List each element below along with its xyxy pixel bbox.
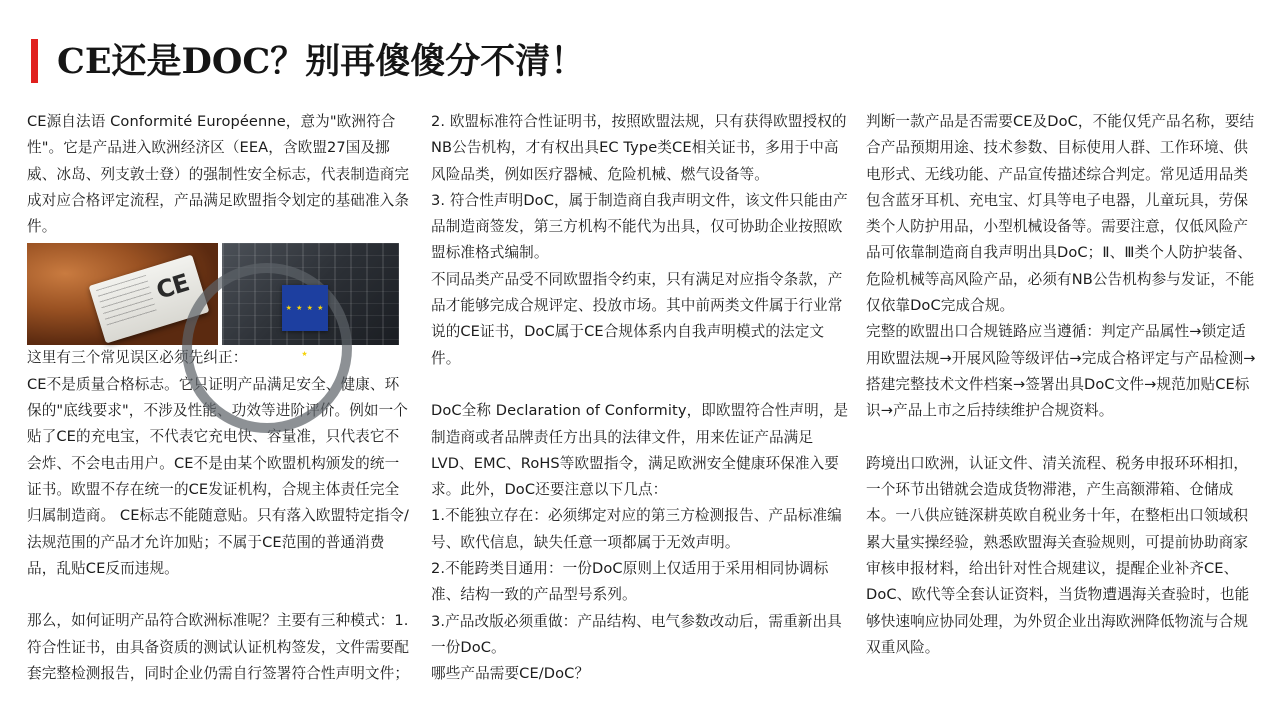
paragraph-ce-origin: CE源自法语 Conformité Européenne，意为"欧洲符合性"。它是产品进入欧洲经济区（EEA，含欧盟27国及挪威、冰岛、列支敦士登）的强制性安全标志，代表制造商完成对应合格评定流程，产品满足欧盟指令划定的基础准入条件。 [27,113,410,236]
title-accent-bar [31,39,38,83]
paragraph-eu-certificate: 2. 欧盟标准符合性证明书，按照欧盟法规，只有获得欧盟授权的NB公告机构，才有权出具EC Type类CE相关证书，多用于中高风险品类，例如医疗器械、危险机械、燃气设备等。 [431,113,847,183]
paragraph-question: 哪些产品需要CE/DoC？ [431,665,590,683]
column-middle [431,109,849,688]
paragraph-doc-definition: DoC全称 Declaration of Conformity，即欧盟符合性声明，是制造商或者品牌责任方出具的法律文件，用来佐证产品满足LVD、EMC、RoHS等欧盟指令，满足欧洲安全健康环保准入要求。此外，DoC还要注意以下几点： [431,402,849,499]
eu-stars-icon: ★ ★ ★ ★ ★ [285,304,325,359]
paragraph-proof-modes: 那么，如何证明产品符合欧洲标准呢？主要有三种模式：1.符合性证书，由具备资质的测试认证机构签发，文件需要配套完整检测报告，同时企业仍需自行签署符合性声明文件； [27,612,410,683]
paragraph-doc-declaration: 3. 符合性声明DoC，属于制造商自我声明文件，该文件只能由产品制造商签发，第三方机构不能代为出具，仅可协助企业按照欧盟标准格式编制。 [431,191,848,262]
eu-flag-icon [282,285,328,359]
paragraph-misconceptions-intro: 这里有三个常见误区必须先纠正： [27,349,248,367]
ce-mark: CE [153,269,192,306]
label-text-lines [96,275,157,328]
paragraph-point-3: 3.产品改版必须重做：产品结构、电气参数改动后，需重新出具一份DoC。 [431,612,842,656]
paragraph-point-1: 1.不能独立存在：必须绑定对应的第三方检测报告、产品标准编号、欧代信息，缺失任意一项都属于无效声明。 [431,507,842,551]
eu-parliament-photo [222,243,399,359]
paragraph-point-2: 2.不能跨类目通用：一份DoC原则上仅适用于采用相同协调标准、结构一致的产品型号系列。 [431,560,829,604]
page-title: CE还是DOC？别再傻傻分不清！ [57,41,586,82]
spacer [431,372,849,398]
column-right [866,109,1256,661]
paragraph-service: 跨境出口欧洲，认证文件、清关流程、税务申报环环相扣，一个环节出错就会造成货物滞港，产生高额滞箱、仓储成本。一八供应链深耕英欧自税业务十年，在整柜出口领域积累大量实操经验，熟悉欧盟海关查验规则，可提前协助商家审核申报材料，给出针对性合规建议，提醒企业补齐CE、DoC、欧代等全套认证资料，当货物遭遇海关查验时，也能够快速响应协同处理，为外贸企业出海欧洲降低物流与合规双重风险。 [866,454,1250,656]
paragraph-misconceptions: CE不是质量合格标志。它只证明产品满足安全、健康、环保的"底线要求"，不涉及性能、功效等进阶评价。例如一个贴了CE的充电宝，不代表它充电快、容量准，只代表它不会炸、不会电击用户。CE不是由某个欧盟机构颁发的统一证书。欧盟不存在统一的CE发证机构，合规主体责任完全归属制造商。 CE标志不能随意贴。只有落入欧盟特定指令/法规范围的产品才允许加贴；不属于CE范围的普通消费品，乱贴CE反而违规。 [27,375,410,577]
spacer [27,582,413,608]
paragraph-compliance-chain: 完整的欧盟出口合规链路应当遵循：判定产品属性→锁定适用欧盟法规→开展风险等级评估→完成合格评定与产品检测→搭建完整技术文件档案→签署出具DoC文件→规范加贴CE标识→产品上市之后持续维护合规资料。 [866,323,1256,420]
paragraph-directives: 不同品类产品受不同欧盟指令约束，只有满足对应指令条款，产品才能够完成合规评定、投放市场。其中前两类文件属于行业常说的CE证书，DoC属于CE合规体系内自我声明模式的法定文件。 [431,270,843,367]
spacer [866,425,1256,451]
paragraph-judgement: 判断一款产品是否需要CE及DoC，不能仅凭产品名称，要结合产品预期用途、技术参数、目标使用人群、工作环境、供电形式、无线功能、产品宣传描述综合判定。常见适用品类包含蓝牙耳机、充电宝、灯具等电子电器，儿童玩具，劳保类个人防护用品，小型机械设备等。需要注意，仅低风险产品可依靠制造商自我声明出具DoC；Ⅱ、Ⅲ类个人防护装备、危险机械等高风险产品，必须有NB公告机构参与发证，不能仅依靠DoC完成合规。 [866,113,1255,315]
column-left [27,109,413,687]
